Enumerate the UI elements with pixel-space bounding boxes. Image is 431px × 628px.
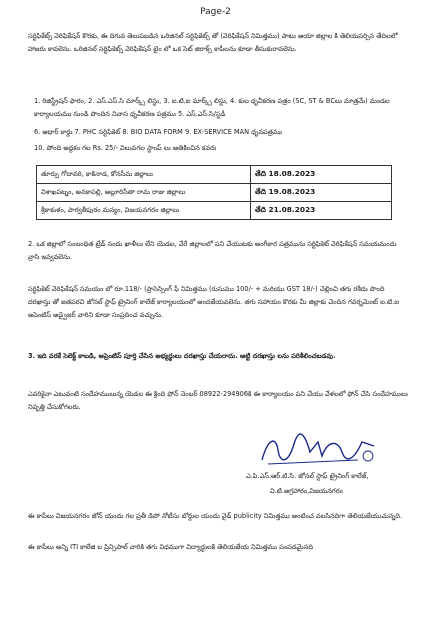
signatory-office-line: ఎ.పి.ఎస్.ఆర్.టి.సి. జోనల్ స్టాఫ్ ట్రైనింగ్ కాలేజ్,: [246, 472, 369, 480]
notice-board-paragraph: ఈ కాపీలు విజయనగరం జోన్ యందు గల ప్రతీ డిపో నోటీసు బోర్డుల యందు వైడ్ publicity నిమిత్తము అంటించ వలసినదిగా తెలియజేయుచున్నది.: [28, 512, 403, 520]
schedule-region: శ్రీకాకుళం, పార్వతీపురం మన్యం, విజయనగరం జిల్లాలు: [37, 202, 251, 220]
page-number: Page-2: [200, 7, 231, 17]
table-row: [37, 202, 392, 220]
district-consent-paragraph: 2. ఒక జిల్లాలో సంబంధిత ట్రేడ్ నందు ఖాళీలు లేని యెడల, వేరే జిల్లాలలో పని చేయుటకు అంగీకార పత్రమును సర్టిఫికెట్ వెరిఫికేషన్ సమయమందు వ్రాసి ఇవ్వవలెను.: [28, 240, 397, 261]
schedule-region: తూర్పు గోదావరి, కాకినాడ, కోనసీమ జిల్లాలు: [37, 166, 251, 184]
eligibility-note-paragraph: 3. ఇది వరకే సెలెక్ట్ కాబడి, అప్రెంటిస్ పూర్తి చేసిన అభ్యర్థులు దరఖాస్తు చేయరాదు. అట్టి దరఖాస్తు లను పరిశీలించబడవు.: [28, 352, 336, 360]
schedule-date: తేది 18.08.2023: [251, 166, 392, 184]
schedule-region: విశాఖపట్నం, అనకాపల్లి, అల్లూరిసీతా రామ రాజు జిల్లాలు: [37, 184, 251, 202]
schedule-date: తేది 19.08.2023: [251, 184, 392, 202]
intro-paragraph: సర్టిఫికేట్స్ వెరిఫికేషన్ కొరకు, ఈ దిగువ తెలుపబడిన ఒరిజినల్ సర్టిఫికెట్స్ తో (వెరిఫికేషన్ నిమిత్తము) పాటు ఆయా జిల్లాల కి తెలియపర్చిన తేదిలలో హాజరు కావలెను. ఒరిజినల్ సర్టిఫికెట్స్ వెరిఫికేషన్ టైం లో ఒక సెట్ జిరాక్స్ కాపీలను కూడా తీసుకురావలెను.: [28, 32, 398, 53]
contact-paragraph: ఎవరికైనా ఎటువంటి సందేహములున్న యెడల ఈ క్రింది ఫోన్ నెంబర్ 08922-294906కి ఈ కార్యాలయం పని చేయు వేళలలో ఫోన్ చేసి సందేహములు నివృత్తి చేసుకోగలరు.: [28, 390, 408, 411]
table-row: [37, 166, 392, 184]
schedule-date: తేది 21.08.2023: [251, 202, 392, 220]
documents-list-line-3: 10. పోంది అద్దకం గల Rs. 25/- విలువగల స్టాంప్ లు అతికించిన కవరు: [34, 144, 217, 152]
documents-list-line-1: 1. రిజిస్ట్రేషన్ ఫారం, 2. ఎస్.ఎస్.సి మార్క్స్ లిస్టు, 3. ఐ.టి.ఐ మార్క్స్ లిస్టు, 4. కుల ధృవీకరణ పత్రం (SC, ST & BCలు మాత్రమే) మండల కార్యాలయము నుండి పొందిన నివాస ధృవీకరణ పత్రము 5. ఎస్.ఎస్.సి/స్టడీ: [34, 97, 390, 118]
verification-schedule-table: [36, 165, 392, 220]
table-row: [37, 184, 392, 202]
signatory-address-line: వి.టి.అగ్రహారం,విజయనగరం: [270, 487, 343, 495]
documents-list-line-2: 6. ఆధార్ కార్డు 7. PHC సర్టిఫికెట్ 8. BIO DATA FORM 9. EX-SERVICE MAN ధృవపత్రము: [34, 128, 283, 136]
signature-image: [258, 430, 378, 470]
processing-fee-paragraph: సర్టిఫికెట్ వెరిఫికేషన్ సమయం లో రూ.118/- (ప్రాసెస్సింగ్ ఫీ నిమిత్తము (రుసుము 100/- + మరియు GST 18/-) చెల్లించి తగు రశీదు పొంది దరఖాస్తు తో జతపరచి జోనల్ స్టాఫ్ ట్రైనింగ్ కాలేజ్ కార్యాలయంలో అందజేయవలెను. తగు సహాయం కొరకు మీ జిల్లాకు చెందిన గవర్నమెంట్ ఐ.టి.ఐ అపెంటిస్ అడ్వైజర్ వారిని కూడా సంప్రదించ వచ్చును.: [28, 285, 399, 319]
iti-colleges-paragraph: ఈ కాపీలు అన్ని ITI కాలేజి ల ప్రిన్సిపాల్ వారికి తగు విధముగా విద్యార్థులకి తెలియజేయ నిమిత్తము పంపడమైనది: [28, 543, 314, 551]
